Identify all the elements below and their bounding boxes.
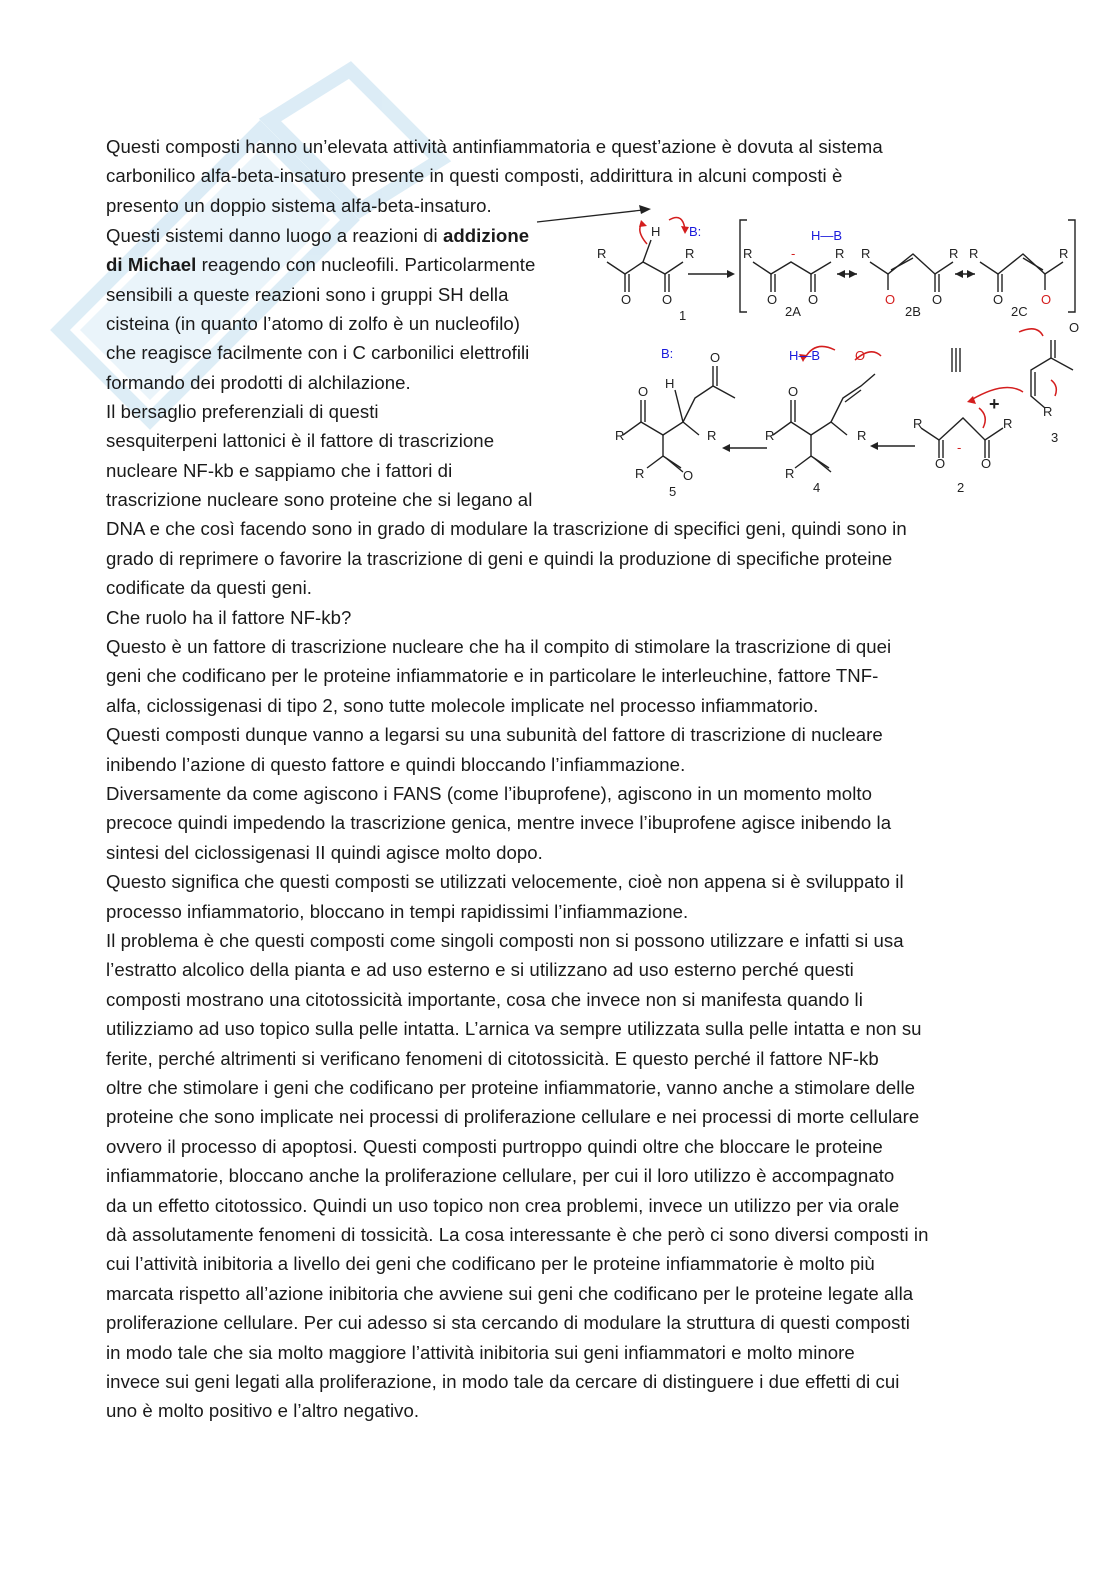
paragraph-line: marcata rispetto all’azione inibitoria che avviene sui geni che codificano per le proteine legate alla (106, 1283, 914, 1304)
paragraph-line: inibendo l’azione di questo fattore e quindi bloccando l’infiammazione. (106, 754, 686, 775)
atom-label: O (885, 292, 896, 307)
atom-label: R (857, 428, 867, 443)
compound-label-1: 1 (679, 308, 687, 323)
paragraph-line: Il bersaglio preferenziali di questi (106, 401, 379, 422)
atom-label: O (1069, 320, 1080, 335)
paragraph-line: DNA e che così facendo sono in grado di modulare la trascrizione di specifici geni, quindi sono in (106, 518, 907, 539)
paragraph-line: sensibili a queste reazioni sono i gruppi SH della (106, 284, 509, 305)
paragraph-line: dà assolutamente fenomeni di tossicità. La cosa interessante è che però ci sono diversi composti in (106, 1224, 929, 1245)
atom-label: O (638, 384, 649, 399)
paragraph-line: proliferazione cellulare. Per cui adesso si sta cercando di modulare la struttura di questi composti (106, 1312, 910, 1333)
paragraph-line: uno è molto positivo e l’altro negativo. (106, 1400, 420, 1421)
bold-term: di Michael (106, 254, 197, 275)
compound-label-2c: 2C (1011, 304, 1028, 319)
atom-label: R (765, 428, 775, 443)
atom-label: R (1043, 404, 1053, 419)
paragraph-line: da un effetto citotossico. Quindi un uso topico non crea problemi, invece un utilizzo per via orale (106, 1195, 900, 1216)
paragraph-line: presento un doppio sistema alfa-beta-insaturo. (106, 195, 492, 216)
paragraph-line: formando dei prodotti di alchilazione. (106, 372, 411, 393)
paragraph-line: proteine che sono implicate nei processi di proliferazione cellulare e nei processi di morte cellulare (106, 1106, 920, 1127)
paragraph-line: infiammatorie, bloccano anche la proliferazione cellulare, per cui il loro utilizzo è accompagnato (106, 1165, 895, 1186)
atom-label: O (662, 292, 673, 307)
paragraph-line: trascrizione nucleare sono proteine che si legano al (106, 489, 533, 510)
atom-label: O (808, 292, 819, 307)
paragraph-line: Questo è un fattore di trascrizione nucleare che ha il compito di stimolare la trascrizione di quei (106, 636, 892, 657)
paragraph-line: geni che codificano per le proteine infiammatorie e in particolare le interleuchine, fattore TNF- (106, 665, 879, 686)
paragraph-line: nucleare NF-kb e sappiamo che i fattori di (106, 460, 453, 481)
paragraph-line: cui l’attività inibitoria a livello dei geni che codificano per le proteine infiammatorie è molto più (106, 1253, 875, 1274)
charge-label: - (791, 246, 796, 261)
paragraph-line: ovvero il processo di apoptosi. Questi composti purtroppo quindi oltre che bloccare le proteine (106, 1136, 883, 1157)
atom-label: R (1003, 416, 1013, 431)
atom-label: O (683, 468, 694, 483)
charge-label: - (957, 440, 962, 455)
atom-label: O (710, 350, 721, 365)
compound-label-3: 3 (1051, 430, 1059, 445)
atom-label: R (785, 466, 795, 481)
paragraph-line: cisteina (in quanto l’atomo di zolfo è un nucleofilo) (106, 313, 521, 334)
paragraph-line: Questo significa che questi composti se utilizzati velocemente, cioè non appena si è sviluppato il (106, 871, 904, 892)
acid-label: H—B (811, 228, 843, 243)
atom-label: R (615, 428, 625, 443)
paragraph-line: carbonilico alfa-beta-insaturo presente in questi composti, addirittura in alcuni composti è (106, 165, 843, 186)
section-question: Che ruolo ha il fattore NF-kb? (106, 607, 352, 628)
atom-label: R (685, 246, 695, 261)
text-run: Questi sistemi danno luogo a reazioni di (106, 225, 443, 246)
compound-label-2b: 2B (905, 304, 921, 319)
atom-label: O (932, 292, 943, 307)
paragraph-line: oltre che stimolare i geni che codificano per proteine infiammatorie, vanno anche a stimolare delle (106, 1077, 916, 1098)
atom-label: R (861, 246, 871, 261)
atom-label: R (969, 246, 979, 261)
atom-label: O (621, 292, 632, 307)
paragraph-line: in modo tale che sia molto maggiore l’attività inibitoria sui geni infiammatori e molto minore (106, 1342, 855, 1363)
paragraph-line: Questi composti hanno un’elevata attività antinfiammatoria e quest’azione è dovuta al sistema (106, 136, 883, 157)
compound-label-4: 4 (813, 480, 821, 495)
paragraph-line: alfa, ciclossigenasi di tipo 2, sono tutte molecole implicate nel processo infiammatorio. (106, 695, 819, 716)
atom-label: H (651, 224, 661, 239)
paragraph-line: Il problema è che questi composti come singoli composti non si possono utilizzare e infatti si usa (106, 930, 904, 951)
paragraph-line: processo infiammatorio, bloccano in tempi rapidissimi l’infiammazione. (106, 901, 689, 922)
acid-label: H—B (789, 348, 821, 363)
atom-label: R (835, 246, 845, 261)
paragraph-line: Questi composti dunque vanno a legarsi su una subunità del fattore di trascrizione di nucleare (106, 724, 883, 745)
paragraph-line: sesquiterpeni lattonici è il fattore di trascrizione (106, 430, 495, 451)
atom-label: R (743, 246, 753, 261)
paragraph-line: composti mostrano una citotossicità importante, cosa che invece non si manifesta quando li (106, 989, 863, 1010)
paragraph-line: che reagisce facilmente con i C carbonilici elettrofili (106, 342, 530, 363)
plus-sign: + (989, 394, 1000, 414)
atom-label: O (935, 456, 946, 471)
paragraph-line: grado di reprimere o favorire la trascrizione di geni e quindi la produzione di specifiche proteine (106, 548, 893, 569)
base-label: B: (661, 346, 674, 361)
atom-label: R (913, 416, 923, 431)
paragraph-line: sintesi del ciclossigenasi II quindi agisce molto dopo. (106, 842, 543, 863)
text-run: reagendo con nucleofili. Particolarmente (196, 254, 536, 275)
paragraph-line: l’estratto alcolico della pianta e ad uso esterno e si utilizzano ad uso esterno perché questi (106, 959, 854, 980)
atom-label: O (993, 292, 1004, 307)
atom-label: R (597, 246, 607, 261)
bold-term: addizione (442, 225, 530, 246)
atom-label: H (665, 376, 675, 391)
atom-label: O (855, 348, 866, 363)
paragraph-line: ferite, perché altrimenti si verificano fenomeni di citotossicità. E questo perché il fattore NF-kb (106, 1048, 879, 1069)
paragraph-line: utilizziamo ad uso topico sulla pelle intatta. L’arnica va sempre utilizzata sulla pelle intatta e non su (106, 1018, 922, 1039)
atom-label: R (1059, 246, 1069, 261)
atom-label: O (981, 456, 992, 471)
paragraph-line: precoce quindi impedendo la trascrizione genica, mentre invece l’ibuprofene agisce inibendo la (106, 812, 892, 833)
paragraph-line (106, 226, 529, 246)
atom-label: O (767, 292, 778, 307)
atom-label: R (635, 466, 645, 481)
paragraph-line: invece sui geni legati alla proliferazione, in modo tale da cercare di distinguere i due effetti di cui (106, 1371, 900, 1392)
paragraph-line: codificate da questi geni. (106, 577, 312, 598)
atom-label: O (788, 384, 799, 399)
atom-label: R (707, 428, 717, 443)
paragraph-line (106, 255, 535, 275)
atom-label: R (949, 246, 959, 261)
michael-addition-scheme (585, 200, 1085, 505)
paragraph-line: Diversamente da come agiscono i FANS (come l’ibuprofene), agiscono in un momento molto (106, 783, 872, 804)
compound-label-2: 2 (957, 480, 965, 495)
base-label: B: (689, 224, 702, 239)
compound-label-5: 5 (669, 484, 677, 499)
compound-label-2a: 2A (785, 304, 801, 319)
atom-label: O (1041, 292, 1052, 307)
